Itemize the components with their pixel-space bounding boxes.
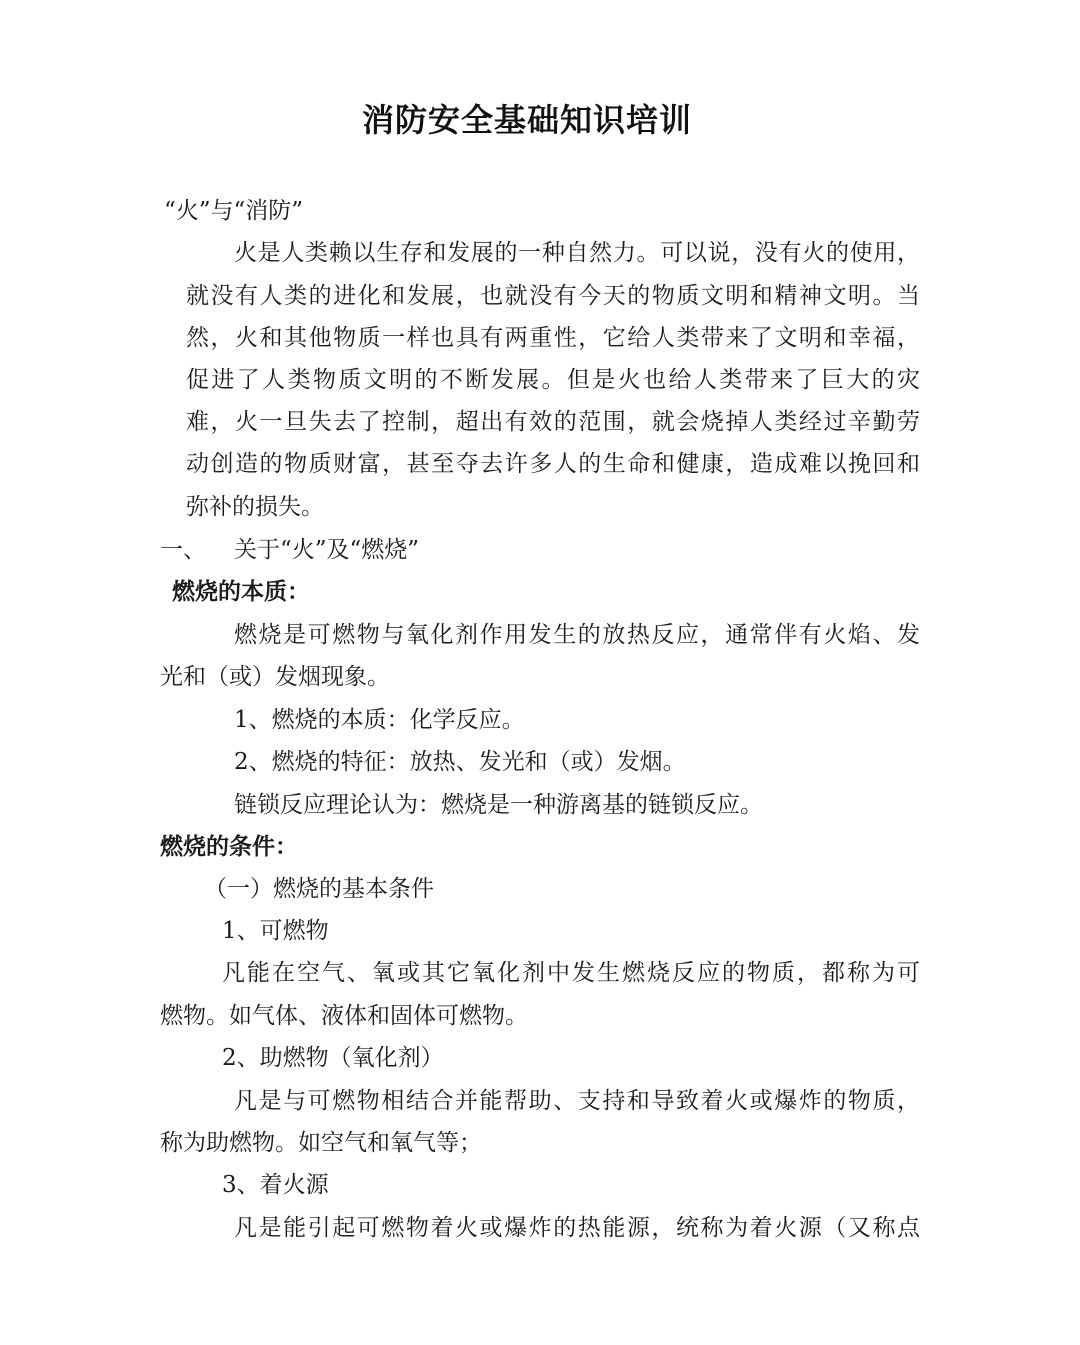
condition-2-title: 2、助燃物（氧化剂） bbox=[222, 1045, 444, 1071]
section-number: 一、 bbox=[160, 537, 206, 563]
section-title: 关于“火”及“燃烧” bbox=[234, 537, 420, 563]
intro-line-1: 火是人类赖以生存和发展的一种自然力。可以说，没有火的使用， bbox=[234, 240, 920, 266]
intro-line-7: 弥补的损失。 bbox=[186, 494, 324, 520]
condition-3-line-1: 凡是能引起可燃物着火或爆炸的热能源，统称为着火源（又称点 bbox=[234, 1215, 920, 1241]
intro-line-4: 促进了人类物质文明的不断发展。但是火也给人类带来了巨大的灾 bbox=[186, 367, 920, 393]
chain-reaction-text: 链锁反应理论认为：燃烧是一种游离基的链锁反应。 bbox=[234, 792, 763, 818]
condition-2-line-2: 称为助燃物。如空气和氧气等； bbox=[160, 1130, 482, 1156]
essence-line-1: 燃烧是可燃物与氧化剂作用发生的放热反应，通常伴有火焰、发 bbox=[234, 622, 920, 648]
essence-item-2: 2、燃烧的特征：放热、发光和（或）发烟。 bbox=[234, 749, 686, 775]
condition-1-title: 1、可燃物 bbox=[222, 918, 329, 944]
intro-heading: “火”与“消防” bbox=[164, 198, 304, 224]
condition-1-line-2: 燃物。如气体、液体和固体可燃物。 bbox=[160, 1003, 528, 1029]
intro-line-3: 然，火和其他物质一样也具有两重性，它给人类带来了文明和幸福， bbox=[186, 325, 920, 351]
conditions-heading: 燃烧的条件： bbox=[160, 834, 298, 860]
intro-line-5: 难，火一旦失去了控制，超出有效的范围，就会烧掉人类经过辛勤劳 bbox=[186, 409, 920, 435]
page-title: 消防安全基础知识培训 bbox=[362, 101, 693, 139]
intro-line-2: 就没有人类的进化和发展，也就没有今天的物质文明和精神文明。当 bbox=[186, 283, 920, 309]
essence-line-2: 光和（或）发烟现象。 bbox=[160, 664, 390, 690]
essence-heading: 燃烧的本质： bbox=[172, 579, 310, 605]
condition-1-line-1: 凡能在空气、氧或其它氧化剂中发生燃烧反应的物质，都称为可 bbox=[222, 960, 920, 986]
conditions-subheading: （一）燃烧的基本条件 bbox=[204, 876, 434, 902]
condition-3-title: 3、着火源 bbox=[222, 1172, 329, 1198]
intro-line-6: 动创造的物质财富，甚至夺去许多人的生命和健康，造成难以挽回和 bbox=[186, 451, 920, 477]
essence-item-1: 1、燃烧的本质：化学反应。 bbox=[234, 707, 525, 733]
condition-2-line-1: 凡是与可燃物相结合并能帮助、支持和导致着火或爆炸的物质， bbox=[234, 1088, 920, 1114]
